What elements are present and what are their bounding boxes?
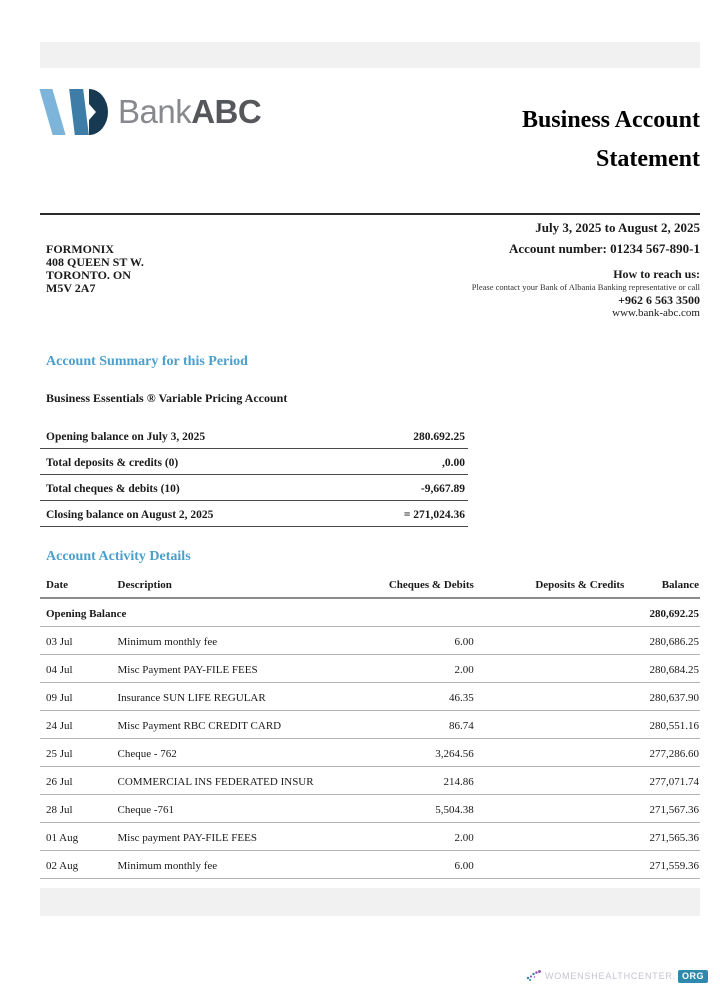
activity-header-row <box>40 575 700 598</box>
cell-date: 01 Aug <box>40 823 116 851</box>
opening-balance-debit <box>360 598 474 627</box>
cell-debit: 2.00 <box>360 823 474 851</box>
summary-heading: Account Summary for this Period <box>46 354 248 369</box>
summary-row <box>40 501 468 527</box>
col-header-debits: Cheques & Debits <box>360 575 474 598</box>
summary-row-value: ,0.00 <box>442 457 465 469</box>
contact-title: How to reach us: <box>613 267 700 281</box>
summary-row-label: Total deposits & credits (0) <box>46 457 179 469</box>
document-title-line2: Statement <box>596 146 700 172</box>
table-row <box>40 823 700 851</box>
cell-debit: 86.74 <box>360 711 474 739</box>
watermark <box>526 969 708 983</box>
cell-credit <box>474 739 625 767</box>
cell-description: Minimum monthly fee <box>116 851 360 879</box>
cell-credit <box>474 627 625 655</box>
table-row <box>40 655 700 683</box>
table-row <box>40 683 700 711</box>
cell-credit <box>474 655 625 683</box>
cell-description: COMMERCIAL INS FEDERATED INSUR <box>116 767 360 795</box>
cell-description: Insurance SUN LIFE REGULAR <box>116 683 360 711</box>
cell-balance: 271,559.36 <box>624 851 700 879</box>
summary-row-label: Opening balance on July 3, 2025 <box>46 431 206 443</box>
customer-address-line2: TORONTO. ON <box>46 268 131 282</box>
bank-logo-icon <box>42 89 108 135</box>
cell-credit <box>474 823 625 851</box>
cell-credit <box>474 851 625 879</box>
cell-debit: 6.00 <box>360 851 474 879</box>
col-header-description: Description <box>116 575 360 598</box>
contact-block <box>472 268 700 320</box>
table-row <box>40 851 700 879</box>
cell-date: 24 Jul <box>40 711 116 739</box>
cell-description: Misc Payment PAY-FILE FEES <box>116 655 360 683</box>
watermark-text: WOMENSHEALTHCENTER. <box>544 971 676 981</box>
cell-date: 09 Jul <box>40 683 116 711</box>
summary-row-value: 280.692.25 <box>413 431 465 443</box>
cell-debit: 214.86 <box>360 767 474 795</box>
cell-description: Minimum monthly fee <box>116 627 360 655</box>
header-divider <box>40 213 700 215</box>
cell-balance: 271,567.36 <box>624 795 700 823</box>
cell-balance: 280,686.25 <box>624 627 700 655</box>
col-header-balance: Balance <box>624 575 700 598</box>
opening-balance-value: 280,692.25 <box>624 598 700 627</box>
document-title-line1: Business Account <box>521 107 700 133</box>
cell-credit <box>474 767 625 795</box>
cell-balance: 277,071.74 <box>624 767 700 795</box>
logo-halfdisc <box>89 89 108 135</box>
cell-balance: 280,551.16 <box>624 711 700 739</box>
summary-row-label: Closing balance on August 2, 2025 <box>46 509 214 521</box>
cell-balance: 280,637.90 <box>624 683 700 711</box>
customer-name: FORMONIX <box>46 242 114 256</box>
cell-credit <box>474 711 625 739</box>
cell-balance: 277,286.60 <box>624 739 700 767</box>
opening-balance-label: Opening Balance <box>40 598 360 627</box>
cell-credit <box>474 795 625 823</box>
watermark-badge: ORG <box>678 970 708 983</box>
customer-address-block <box>46 243 144 295</box>
summary-row <box>40 449 468 475</box>
contact-website: www.bank-abc.com <box>612 307 700 319</box>
table-row <box>40 711 700 739</box>
logo-stripe-mid <box>69 89 89 135</box>
top-gray-bar <box>40 42 700 68</box>
cell-debit: 2.00 <box>360 655 474 683</box>
cell-description: Misc Payment RBC CREDIT CARD <box>116 711 360 739</box>
cell-description: Cheque - 762 <box>116 739 360 767</box>
cell-date: 02 Aug <box>40 851 116 879</box>
logo-word-bank: Bank <box>118 93 192 130</box>
cell-date: 03 Jul <box>40 627 116 655</box>
opening-balance-credit <box>474 598 625 627</box>
bank-logo <box>42 88 261 136</box>
summary-row-label: Total cheques & debits (10) <box>46 483 180 495</box>
activity-heading: Account Activity Details <box>46 549 191 564</box>
cell-date: 26 Jul <box>40 767 116 795</box>
table-row <box>40 627 700 655</box>
col-header-credits: Deposits & Credits <box>474 575 625 598</box>
customer-postal-code: M5V 2A7 <box>46 281 96 295</box>
watermark-dots-icon <box>526 969 542 983</box>
col-header-date: Date <box>40 575 116 598</box>
account-number: Account number: 01234 567-890-1 <box>508 241 700 256</box>
bottom-gray-bar <box>40 888 700 916</box>
activity-table <box>40 575 700 879</box>
statement-period: July 3, 2025 to August 2, 2025 <box>535 220 700 235</box>
cell-credit <box>474 683 625 711</box>
account-type-label: Business Essentials ® Variable Pricing Account <box>46 391 288 405</box>
cell-date: 28 Jul <box>40 795 116 823</box>
cell-date: 04 Jul <box>40 655 116 683</box>
summary-row-value: = 271,024.36 <box>403 509 465 521</box>
cell-description: Misc payment PAY-FILE FEES <box>116 823 360 851</box>
summary-row-value: -9,667.89 <box>420 483 465 495</box>
summary-table <box>40 423 468 527</box>
cell-balance: 280,684.25 <box>624 655 700 683</box>
logo-word-abc: ABC <box>191 93 262 130</box>
cell-debit: 5,504.38 <box>360 795 474 823</box>
opening-balance-row <box>40 598 700 627</box>
cell-debit: 46.35 <box>360 683 474 711</box>
bank-logo-text <box>118 93 261 131</box>
table-row <box>40 795 700 823</box>
summary-row <box>40 423 468 449</box>
table-row <box>40 767 700 795</box>
summary-row <box>40 475 468 501</box>
customer-address-line1: 408 QUEEN ST W. <box>46 255 144 269</box>
cell-description: Cheque -761 <box>116 795 360 823</box>
logo-stripe-light <box>39 89 65 135</box>
cell-date: 25 Jul <box>40 739 116 767</box>
document-title <box>370 101 700 179</box>
contact-phone: +962 6 563 3500 <box>618 293 700 307</box>
contact-text: Please contact your Bank of Albania Banking representative or call <box>471 282 700 292</box>
cell-debit: 3,264.56 <box>360 739 474 767</box>
cell-debit: 6.00 <box>360 627 474 655</box>
table-row <box>40 739 700 767</box>
cell-balance: 271,565.36 <box>624 823 700 851</box>
